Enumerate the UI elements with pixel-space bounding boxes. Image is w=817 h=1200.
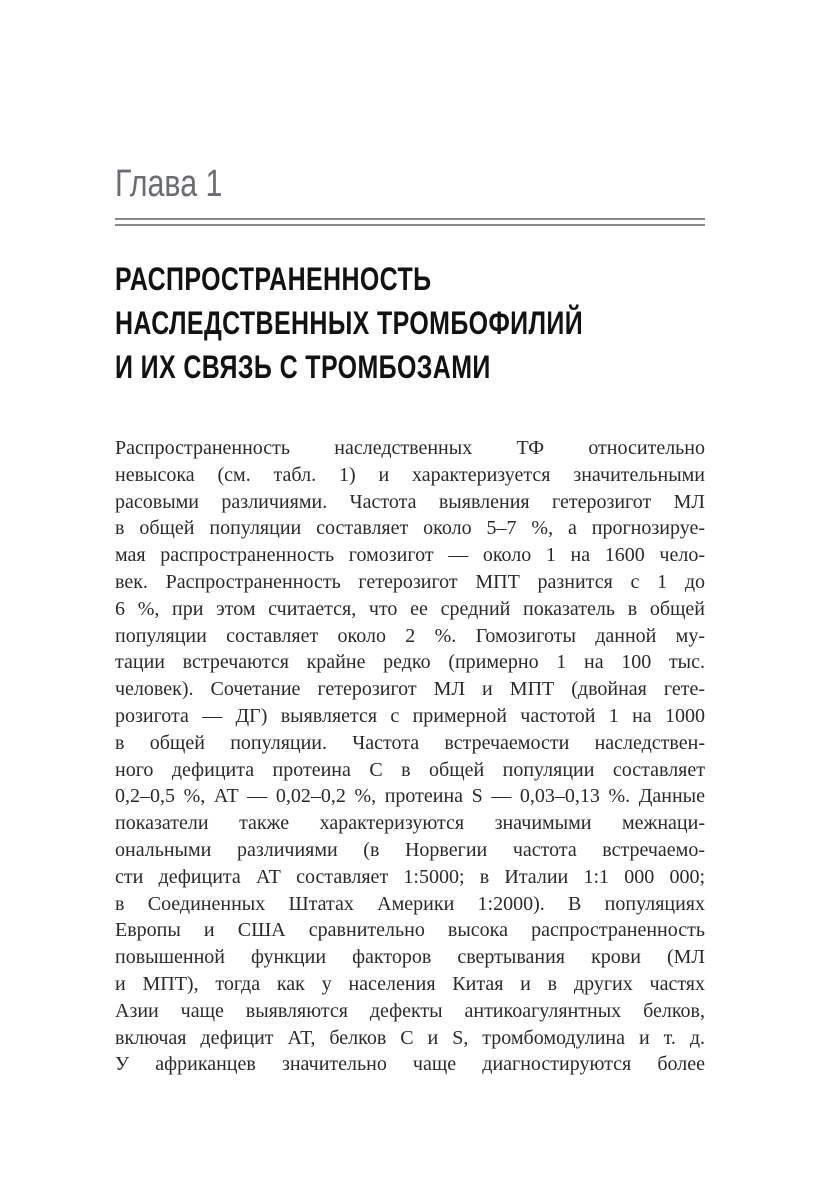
- body-line: в Соединенных Штатах Америки 1:2000). В популяциях: [115, 892, 705, 915]
- chapter-title: [115, 257, 584, 389]
- body-line: человек). Сочетание гетерозигот МЛ и МПТ (двойная гете-: [115, 678, 705, 701]
- body-line: розигота — ДГ) выявляется с примерной частотой 1 на 1000: [115, 704, 705, 727]
- chapter-body: [115, 435, 705, 1078]
- body-line: 6 %, при этом считается, что ее средний показатель в общей: [115, 597, 705, 620]
- body-line: расовыми различиями. Частота выявления гетерозигот МЛ: [115, 490, 705, 513]
- body-line: ного дефицита протеина С в общей популяции составляет: [115, 758, 705, 781]
- body-line: в общей популяции составляет около 5–7 %, а прогнозируе-: [115, 517, 705, 540]
- body-line: показатели также характеризуются значимыми межнаци-: [115, 812, 705, 835]
- body-line: включая дефицит АТ, белков С и S, тромбомодулина и т. д.: [115, 1026, 705, 1049]
- body-line: У африканцев значительно чаще диагностируются более: [115, 1053, 705, 1076]
- body-line: Европы и США сравнительно высока распространенность: [115, 919, 705, 942]
- body-line: в общей популяции. Частота встречаемости наследствен-: [115, 731, 705, 754]
- body-line: Азии чаще выявляются дефекты антикоагулянтных белков,: [115, 999, 705, 1022]
- chapter-divider-rule: [115, 218, 705, 226]
- body-line: сти дефицита АТ составляет 1:5000; в Италии 1:1 000 000;: [115, 865, 705, 888]
- body-line: век. Распространенность гетерозигот МПТ разнится с 1 до: [115, 570, 705, 593]
- chapter-label: Глава 1: [115, 163, 223, 205]
- body-line: ональными различиями (в Норвегии частота встречаемо-: [115, 838, 705, 861]
- body-line: тации встречаются крайне редко (примерно 1 на 100 тыс.: [115, 651, 705, 674]
- chapter-title-line: РАСПРОСТРАНЕННОСТЬ: [115, 261, 432, 297]
- body-line: популяции составляет около 2 %. Гомозиготы данной му-: [115, 624, 705, 647]
- body-line: повышенной функции факторов свертывания крови (МЛ: [115, 946, 705, 969]
- body-line: 0,2–0,5 %, АТ — 0,02–0,2 %, протеина S — 0,03–0,13 %. Данные: [115, 785, 705, 808]
- chapter-title-line: И ИХ СВЯЗЬ С ТРОМБОЗАМИ: [115, 349, 491, 385]
- chapter-title-line: НАСЛЕДСТВЕННЫХ ТРОМБОФИЛИЙ: [115, 305, 584, 341]
- body-line: невысока (см. табл. 1) и характеризуется значительными: [115, 463, 705, 486]
- body-line: и МПТ), тогда как у населения Китая и в других частях: [115, 972, 705, 995]
- body-line: Распространенность наследственных ТФ относительно: [115, 437, 705, 459]
- body-line: мая распространенность гомозигот — около 1 на 1600 чело-: [115, 544, 705, 567]
- content-column: [115, 165, 705, 1078]
